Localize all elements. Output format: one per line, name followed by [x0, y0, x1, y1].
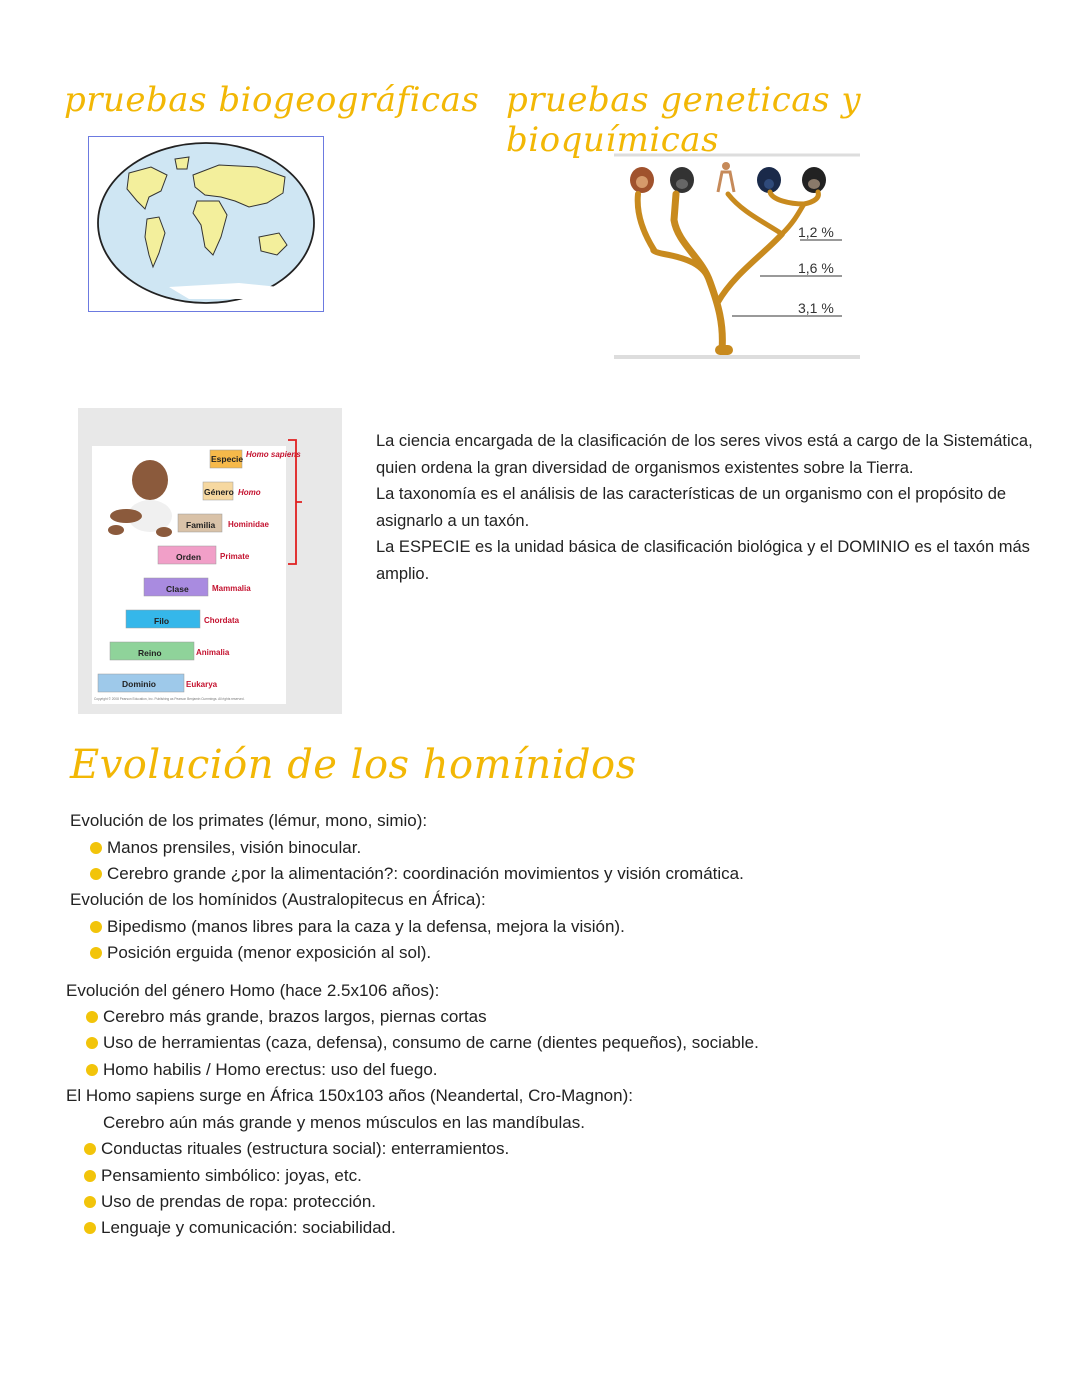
note-item: Manos prensiles, visión binocular.	[90, 837, 361, 859]
heading-biogeographic-evidence: pruebas biogeográficas	[64, 80, 480, 120]
note-item: Homo habilis / Homo erectus: uso del fuego.	[86, 1059, 438, 1081]
divergence-percent-2: 1,6 %	[798, 260, 834, 276]
taxon-label-primate: Primate	[220, 552, 250, 561]
note-heading-sapiens: El Homo sapiens surge en África 150x103 años (Neandertal, Cro-Magnon):	[66, 1086, 633, 1105]
orangutan-icon	[630, 167, 654, 193]
taxonomy-hierarchy-figure	[78, 408, 342, 714]
note-subtext: Cerebro aún más grande y menos músculos en las mandíbulas.	[103, 1113, 585, 1132]
classification-paragraph	[376, 428, 1036, 587]
taxon-label-mammalia: Mammalia	[212, 584, 251, 593]
note-item: Bipedismo (manos libres para la caza y la defensa, mejora la visión).	[90, 916, 625, 938]
divergence-percent-1: 1,2 %	[798, 224, 834, 240]
bullet-dot	[86, 1064, 98, 1076]
world-map-image	[88, 136, 324, 312]
note-item: Cerebro grande ¿por la alimentación?: coordinación movimientos y visión cromática.	[90, 863, 744, 885]
rank-label-dominio: Dominio	[122, 679, 156, 689]
rank-label-clase: Clase	[166, 584, 189, 594]
note-heading-hominids: Evolución de los homínidos (Australopitecus en África):	[70, 890, 486, 909]
rank-label-especie: Especie	[211, 454, 244, 464]
bullet-dot	[86, 1037, 98, 1049]
note-heading-homo: Evolución del género Homo (hace 2.5x106 años):	[66, 981, 440, 1000]
rank-label-filo: Filo	[154, 616, 170, 626]
human-icon	[718, 162, 734, 192]
rank-label-reino: Reino	[138, 648, 162, 658]
note-item: Lenguaje y comunicación: sociabilidad.	[84, 1217, 396, 1239]
paragraph-systematics: La ciencia encargada de la clasificación de los seres vivos está a cargo de la Sistemática, quien ordena la gran diversidad de organismos existentes sobre la Tierra.	[376, 432, 1033, 477]
divergence-percent-3: 3,1 %	[798, 300, 834, 316]
bullet-dot	[84, 1222, 96, 1234]
paragraph-species-domain: La ESPECIE es la unidad básica de clasificación biológica y el DOMINIO es el taxón más amplio.	[376, 538, 1030, 583]
primate-phylogenetic-tree	[614, 154, 860, 360]
note-item: Posición erguida (menor exposición al sol).	[90, 942, 431, 964]
taxon-label-homo: Homo	[238, 488, 261, 497]
baby-illustration	[108, 460, 172, 537]
bullet-dot	[90, 947, 102, 959]
rank-label-genero: Género	[204, 487, 234, 497]
bullet-dot	[90, 842, 102, 854]
note-item: Cerebro más grande, brazos largos, piernas cortas	[86, 1006, 487, 1028]
note-item: Pensamiento simbólico: joyas, etc.	[84, 1165, 362, 1187]
taxon-label-homo-sapiens: Homo sapiens	[246, 450, 301, 459]
taxon-label-animalia: Animalia	[196, 648, 230, 657]
figure-copyright: Copyright © 2008 Pearson Education, Inc. Publishing as Pearson Benjamin Cummings. All rights reserved.	[94, 697, 245, 701]
paragraph-taxonomy: La taxonomía es el análisis de las características de un organismo con el propósito de asignarlo a un taxón.	[376, 485, 1007, 530]
bullet-dot	[90, 868, 102, 880]
heading-genetic-evidence: pruebas geneticas y bioquímicas	[506, 80, 862, 160]
rank-label-familia: Familia	[186, 520, 216, 530]
note-item: Uso de prendas de ropa: protección.	[84, 1191, 376, 1213]
heading-hominid-evolution: Evolución de los homínidos	[70, 742, 637, 788]
bonobo-icon	[757, 167, 781, 193]
note-item: Uso de herramientas (caza, defensa), consumo de carne (dientes pequeños), sociable.	[86, 1032, 759, 1054]
taxonomy-figure-panel	[92, 446, 301, 704]
bullet-dot	[84, 1170, 96, 1182]
note-item: Conductas rituales (estructura social): enterramientos.	[84, 1138, 509, 1160]
bullet-dot	[84, 1196, 96, 1208]
taxon-label-eukarya: Eukarya	[186, 680, 218, 689]
bullet-dot	[84, 1143, 96, 1155]
chimpanzee-icon	[802, 167, 826, 193]
gorilla-icon	[670, 167, 694, 193]
bullet-dot	[86, 1011, 98, 1023]
rank-label-orden: Orden	[176, 552, 202, 562]
note-heading-primates: Evolución de los primates (lémur, mono, simio):	[70, 811, 428, 830]
taxon-label-chordata: Chordata	[204, 616, 240, 625]
bullet-dot	[90, 921, 102, 933]
taxon-label-hominidae: Hominidae	[228, 520, 269, 529]
